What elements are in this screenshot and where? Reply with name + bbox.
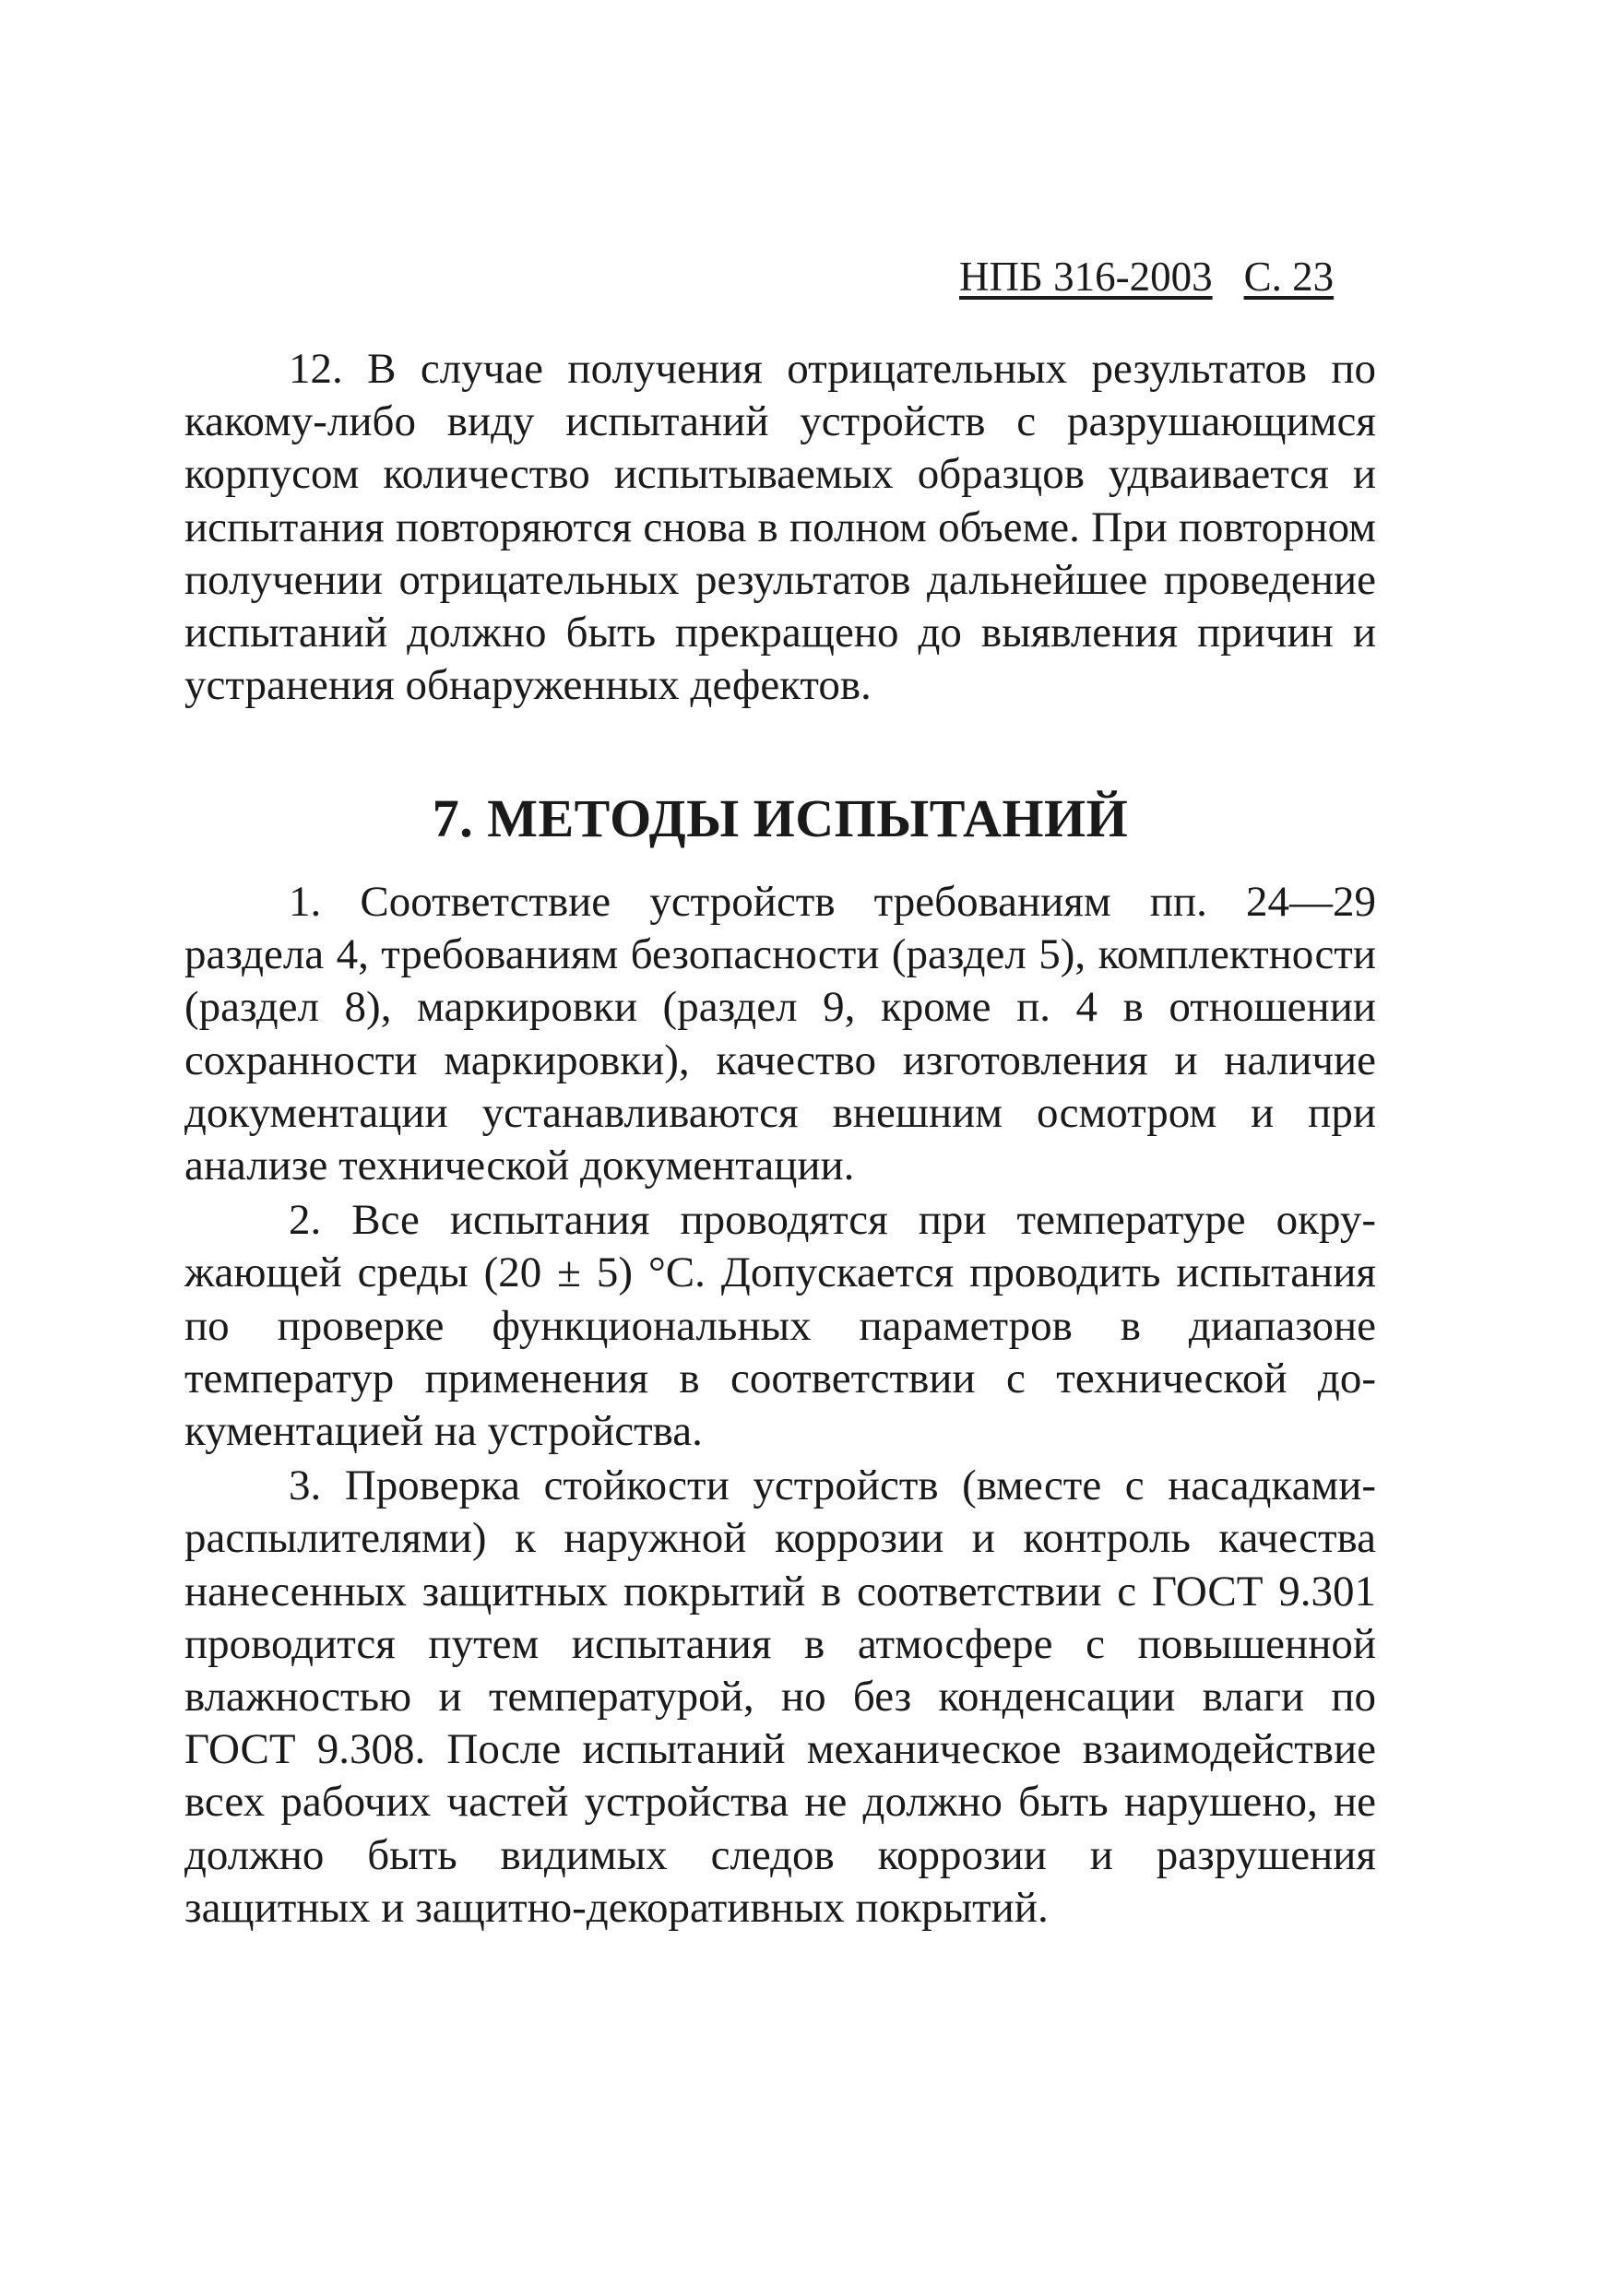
paragraph-3 — [184, 1460, 1376, 1935]
paragraph-number: 1. — [289, 878, 322, 926]
paragraph-1 — [184, 876, 1376, 1192]
paragraph-text: Проверка стойкости устройств (вместе с насадками-распылителями) к наружной коррозии и контроль качества нанесенных защитных покрытий в соответствии с ГОСТ 9.301 проводится путем испытания в атмосфере с повышенной влажностью и температурой, но без конденсации влаги по ГОСТ 9.308. После испытаний механическое взаимодействие всех рабочих частей устройства не должно быть нарушено, не должно быть видимых следов коррозии и разрушения защитных и защитно-декоративных покрытий. — [184, 1462, 1376, 1932]
paragraph-2 — [184, 1194, 1376, 1458]
running-header — [959, 251, 1376, 302]
paragraph-number: 12. — [289, 345, 343, 393]
paragraph-text: Соответствие устройств требованиям пп. 24—29 раздела 4, требованиям безопасности (раздел 5), комплектности (раздел 8), маркировки (раздел 9, кроме п. 4 в отношении сохранности маркировки), качество изготовления и наличие документации устанавливаются внешним осмотром и при анализе технической документации. — [184, 878, 1377, 1190]
section-paragraphs — [184, 876, 1376, 1935]
paragraph-12 — [184, 343, 1376, 712]
paragraph-number: 2. — [289, 1196, 322, 1245]
paragraph-block-top — [184, 343, 1376, 712]
section-heading: 7. МЕТОДЫ ИСПЫТАНИЙ — [432, 788, 1129, 848]
document-code: НПБ 316-2003 — [959, 254, 1213, 300]
paragraph-text: Все испытания проводятся при температуре окружающей среды (20 ± 5) °С. Допускается проводить испытания по проверке функциональных параметров в диапазоне температур применения в соответствии с технической документацией на устройства. — [184, 1196, 1376, 1456]
page-number: С. 23 — [1243, 254, 1335, 300]
paragraph-text: В случае получения отрицательных результатов по какому-либо виду испытаний устройств с разрушающимся корпусом количество испытываемых образцов удваивается и испытания повторяются снова в полном объеме. При повторном получении отрицательных результатов дальнейшее проведение испытаний должно быть прекращено до выявления причин и устранения обнаруженных дефектов. — [184, 345, 1377, 710]
paragraph-number: 3. — [289, 1462, 322, 1510]
